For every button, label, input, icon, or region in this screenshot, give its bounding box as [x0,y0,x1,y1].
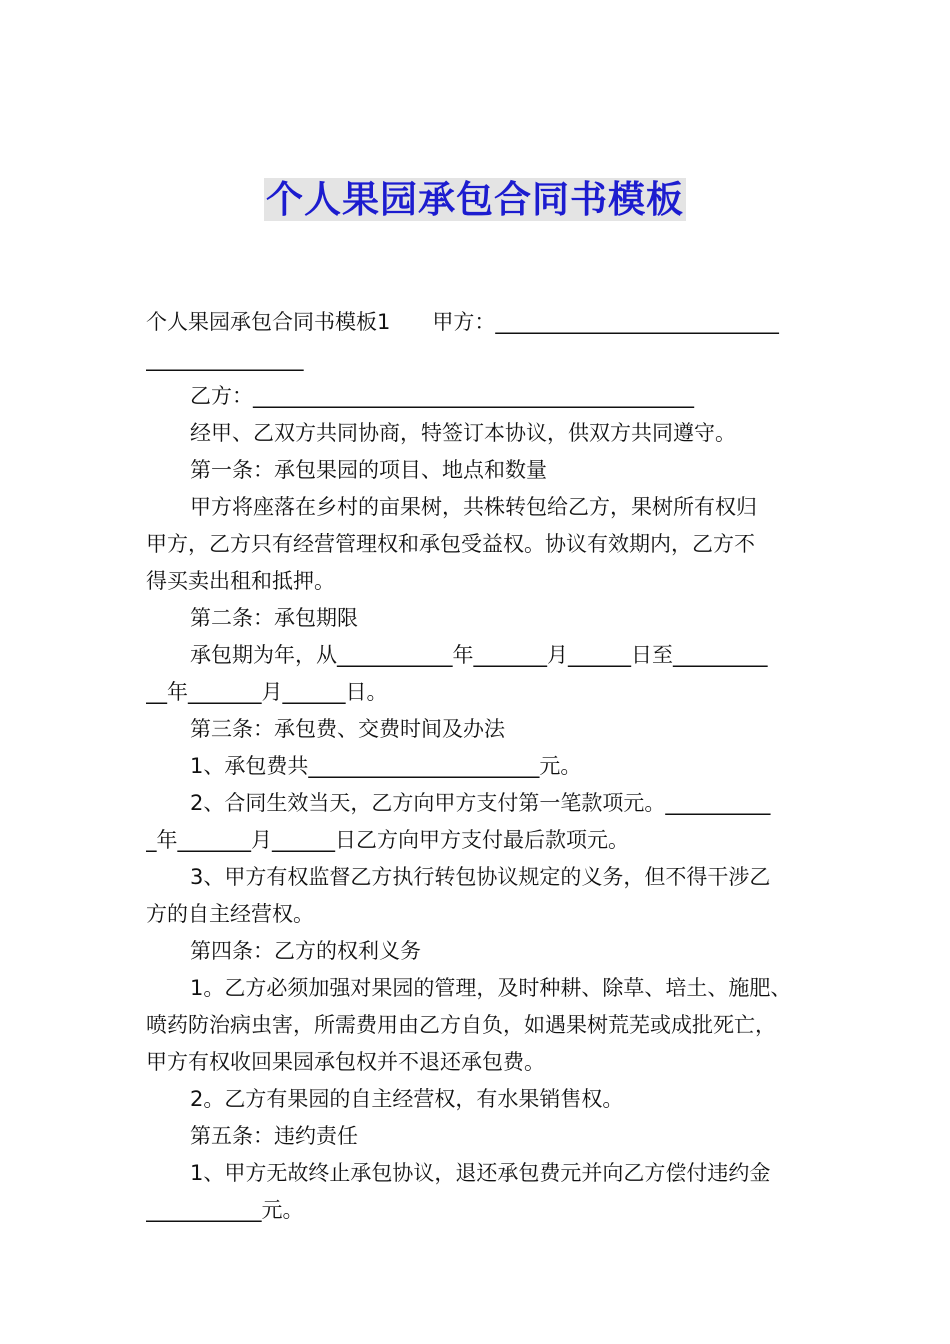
body-line: 第三条：承包费、交费时间及办法 [190,717,505,741]
body-line: 承包期为年，从___________年_______月______日至_________ [190,643,768,667]
document-body [146,304,808,1229]
body-line: 第五条：违约责任 [190,1124,358,1148]
body-line: 个人果园承包合同书模板1 甲方：___________________________ [146,310,779,334]
body-line: 1。乙方必须加强对果园的管理，及时种耕、除草、培土、施肥、 [190,976,792,1000]
body-line: 得买卖出租和抵押。 [146,569,335,593]
body-line: ___________元。 [146,1198,304,1222]
body-line: 方的自主经营权。 [146,902,314,926]
document-title [0,176,950,224]
body-line: 甲方有权收回果园承包权并不退还承包费。 [146,1050,545,1074]
body-line: 甲方，乙方只有经营管理权和承包受益权。协议有效期内，乙方不 [146,532,755,556]
body-line: 2、合同生效当天，乙方向甲方支付第一笔款项元。__________ [190,791,771,815]
document-title-text: 个人果园承包合同书模板 [266,178,684,221]
body-line: 喷药防治病虫害，所需费用由乙方自负，如遇果树荒芜或成批死亡， [146,1013,776,1037]
body-line: 甲方将座落在乡村的亩果树，共株转包给乙方，果树所有权归 [190,495,757,519]
body-line: _______________ [146,347,304,371]
body-line: 第四条：乙方的权利义务 [190,939,421,963]
body-line: 第一条：承包果园的项目、地点和数量 [190,458,547,482]
body-line: __年_______月______日。 [146,680,388,704]
body-line: 1、承包费共______________________元。 [190,754,582,778]
body-line: 乙方：__________________________________________ [190,384,694,408]
body-line: 经甲、乙双方共同协商，特签订本协议，供双方共同遵守。 [190,421,736,445]
body-line: 第二条：承包期限 [190,606,358,630]
body-line: 1、甲方无故终止承包协议，退还承包费元并向乙方偿付违约金 [190,1161,771,1185]
body-line: _年_______月______日乙方向甲方支付最后款项元。 [146,828,629,852]
body-line: 3、甲方有权监督乙方执行转包协议规定的义务，但不得干涉乙 [190,865,771,889]
body-line: 2。乙方有果园的自主经营权，有水果销售权。 [190,1087,624,1111]
